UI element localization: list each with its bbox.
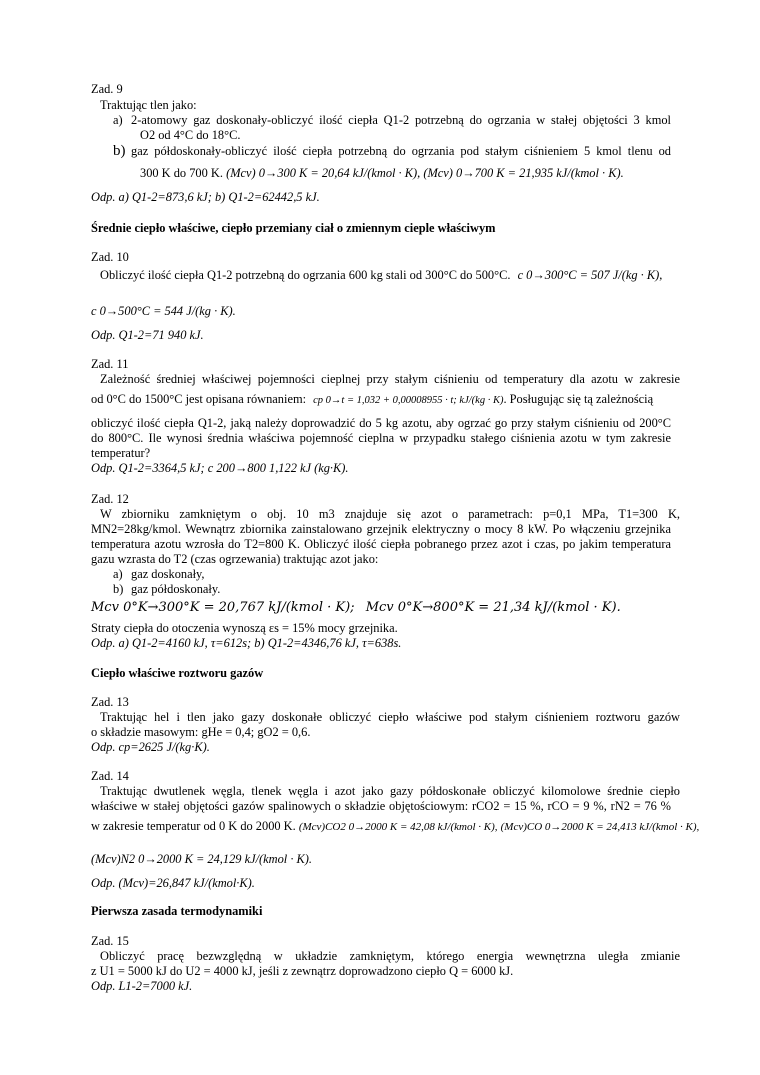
section-heading-mean-specific-heat: Średnie ciepło właściwe, ciepło przemiany ciał o zmiennym cieple właściwym — [91, 221, 496, 235]
z9-answer: Odp. a) Q1-2=873,6 kJ; b) Q1-2=62442,5 kJ. — [91, 190, 320, 204]
z12-a-text: gaz doskonały, — [131, 567, 205, 581]
z12-mc-row — [91, 600, 671, 615]
z14-line3-row — [91, 819, 700, 835]
z14-title: Zad. 14 — [91, 769, 129, 783]
z12-b-text: gaz półdoskonały. — [131, 582, 221, 596]
z12-answer: Odp. a) Q1-2=4160 kJ, τ=612s; b) Q1-2=4346,76 kJ, τ=638s. — [91, 636, 402, 650]
z12-mc1: Mcv 0°K→300°K = 20,767 kJ/(kmol · K); — [91, 600, 355, 615]
z15-line1: Obliczyć pracę bezwzględną w układzie zamkniętym, którego energia wewnętrzna uległa zmianie — [100, 949, 680, 963]
z12-item-b — [91, 582, 671, 597]
z11-line5: temperatur? — [91, 446, 151, 460]
z9-b-mc1: (Mcv) 0→300 K = 20,64 kJ/(kmol · K), — [226, 166, 421, 180]
z13-title: Zad. 13 — [91, 695, 129, 709]
z10-title: Zad. 10 — [91, 250, 129, 264]
z10-c2-text: c 0→500°C = 544 J/(kg · K). — [91, 304, 236, 318]
z14-answer: Odp. (Mcv)=26,847 kJ/(kmol·K). — [91, 876, 255, 890]
z14-line2: właściwe w stałej objętości gazów spalinowych o składzie objętościowym: rCO2 = 15 %, rCO = 9 %, rN2 = 76 % — [91, 799, 671, 813]
z13-answer: Odp. cp=2625 J/(kg·K). — [91, 740, 210, 754]
z11-line2a: od 0°C do 1500°C jest opisana równaniem: — [91, 392, 307, 406]
z12-loss: Straty ciepła do otoczenia wynoszą εs = 15% mocy grzejnika. — [91, 621, 398, 635]
z15-line2: z U1 = 5000 kJ do U2 = 4000 kJ, jeśli z zewnątrz doprowadzono ciepło Q = 6000 kJ. — [91, 964, 514, 978]
z11-answer: Odp. Q1-2=3364,5 kJ; c 200→800 1,122 kJ (kg·K). — [91, 461, 349, 475]
section-heading-gas-mixture: Ciepło właściwe roztworu gazów — [91, 666, 264, 680]
z9-title: Zad. 9 — [91, 82, 123, 96]
z9-b-line1: gaz półdoskonały-obliczyć ilość ciepła potrzebną do ogrzania pod stałym ciśnieniem 5 kmol tlenu od — [131, 144, 671, 158]
z11-formula: cp 0→t = 1,032 + 0,00008955 · t; kJ/(kg · K) — [313, 395, 504, 406]
z11-line2b: . Posługując się tą zależnością — [503, 392, 654, 406]
z9-a-line2: O2 od 4°C do 18°C. — [140, 128, 241, 142]
z9-b-line2: 300 K do 700 K. — [140, 166, 223, 180]
section-heading-first-law: Pierwsza zasada termodynamiki — [91, 904, 263, 918]
z15-title: Zad. 15 — [91, 934, 129, 948]
z9-a-marker: a) — [113, 113, 123, 127]
z14-mc3-row — [91, 852, 671, 867]
z11-line3: obliczyć ilość ciepła Q1-2, jaką należy doprowadzić do 5 kg azotu, aby ogrzać go przy stałym ciśnieniu od 200°C — [91, 416, 671, 430]
z9-b-mc2: (Mcv) 0→700 K = 21,935 kJ/(kmol · K). — [423, 166, 624, 180]
z12-title: Zad. 12 — [91, 492, 129, 506]
z11-line1: Zależność średniej właściwej pojemności cieplnej przy stałym ciśnieniu od temperatury dla azotu w zakresie — [100, 372, 680, 386]
z14-mc2: (Mcv)CO 0→2000 K = 24,413 kJ/(kmol · K), — [500, 821, 700, 833]
z9-a-line1: 2-atomowy gaz doskonały-obliczyć ilość ciepła Q1-2 potrzebną do ogrzania w stałej objętości 3 kmol — [131, 113, 671, 127]
z12-mc2: Mcv 0°K→800°K = 21,34 kJ/(kmol · K). — [365, 600, 621, 615]
z14-mc1: (Mcv)CO2 0→2000 K = 42,08 kJ/(kmol · K), — [298, 821, 498, 833]
z14-line3a: w zakresie temperatur od 0 K do 2000 K. — [91, 819, 296, 833]
z9-b-line2-row — [91, 166, 720, 181]
z14-mc3: (Mcv)N2 0→2000 K = 24,129 kJ/(kmol · K). — [91, 852, 313, 866]
z12-line4: gazu wzrasta do T2 (czas ogrzewania) traktując azot jako: — [91, 552, 379, 566]
z9-b-marker: b) — [113, 143, 126, 159]
z10-c1: c 0→300°C = 507 J/(kg · K), — [517, 268, 663, 282]
z11-line4: do 800°C. Ile wynosi średnia właściwa pojemność cieplna w przypadku stałego ciśnienia azotu w tym zakresie — [91, 431, 671, 445]
z12-line3: temperatura azotu wzrosła do T2=800 K. Obliczyć ilość ciepła pobranego przez azot i czas, po jakim temperatura — [91, 537, 671, 551]
z15-answer: Odp. L1-2=7000 kJ. — [91, 979, 193, 993]
z11-line2-row — [91, 392, 671, 408]
z13-line2: o składzie masowym: gHe = 0,4; gO2 = 0,6. — [91, 725, 311, 739]
z9-intro: Traktując tlen jako: — [100, 98, 197, 112]
z9-item-a — [91, 113, 671, 128]
z13-line1: Traktując hel i tlen jako gazy doskonałe obliczyć ciepło właściwe pod stałym ciśnieniem roztworu gazów — [100, 710, 680, 724]
z12-a-marker: a) — [113, 567, 123, 581]
z12-line2: MN2=28kg/kmol. Wewnątrz zbiornika zainstalowano grzejnik elektryczny o mocy 8 kW. Po włączeniu grzejnika — [91, 522, 671, 536]
z10-line1-row — [91, 268, 680, 283]
z10-c2 — [91, 304, 671, 319]
z12-item-a — [91, 567, 671, 582]
z12-line1: W zbiorniku zamkniętym o obj. 10 m3 znajduje się azot o parametrach: p=0,1 MPa, T1=300 K, — [100, 507, 680, 521]
z11-title: Zad. 11 — [91, 357, 129, 371]
z9-item-b — [91, 144, 671, 159]
z14-line1: Traktując dwutlenek węgla, tlenek węgla i azot jako gazy półdoskonałe obliczyć kilomolowe średnie ciepło — [100, 784, 680, 798]
z10-answer: Odp. Q1-2=71 940 kJ. — [91, 328, 204, 342]
z10-line1: Obliczyć ilość ciepła Q1-2 potrzebną do ogrzania 600 kg stali od 300°C do 500°C. — [100, 268, 511, 282]
z12-b-marker: b) — [113, 582, 124, 596]
